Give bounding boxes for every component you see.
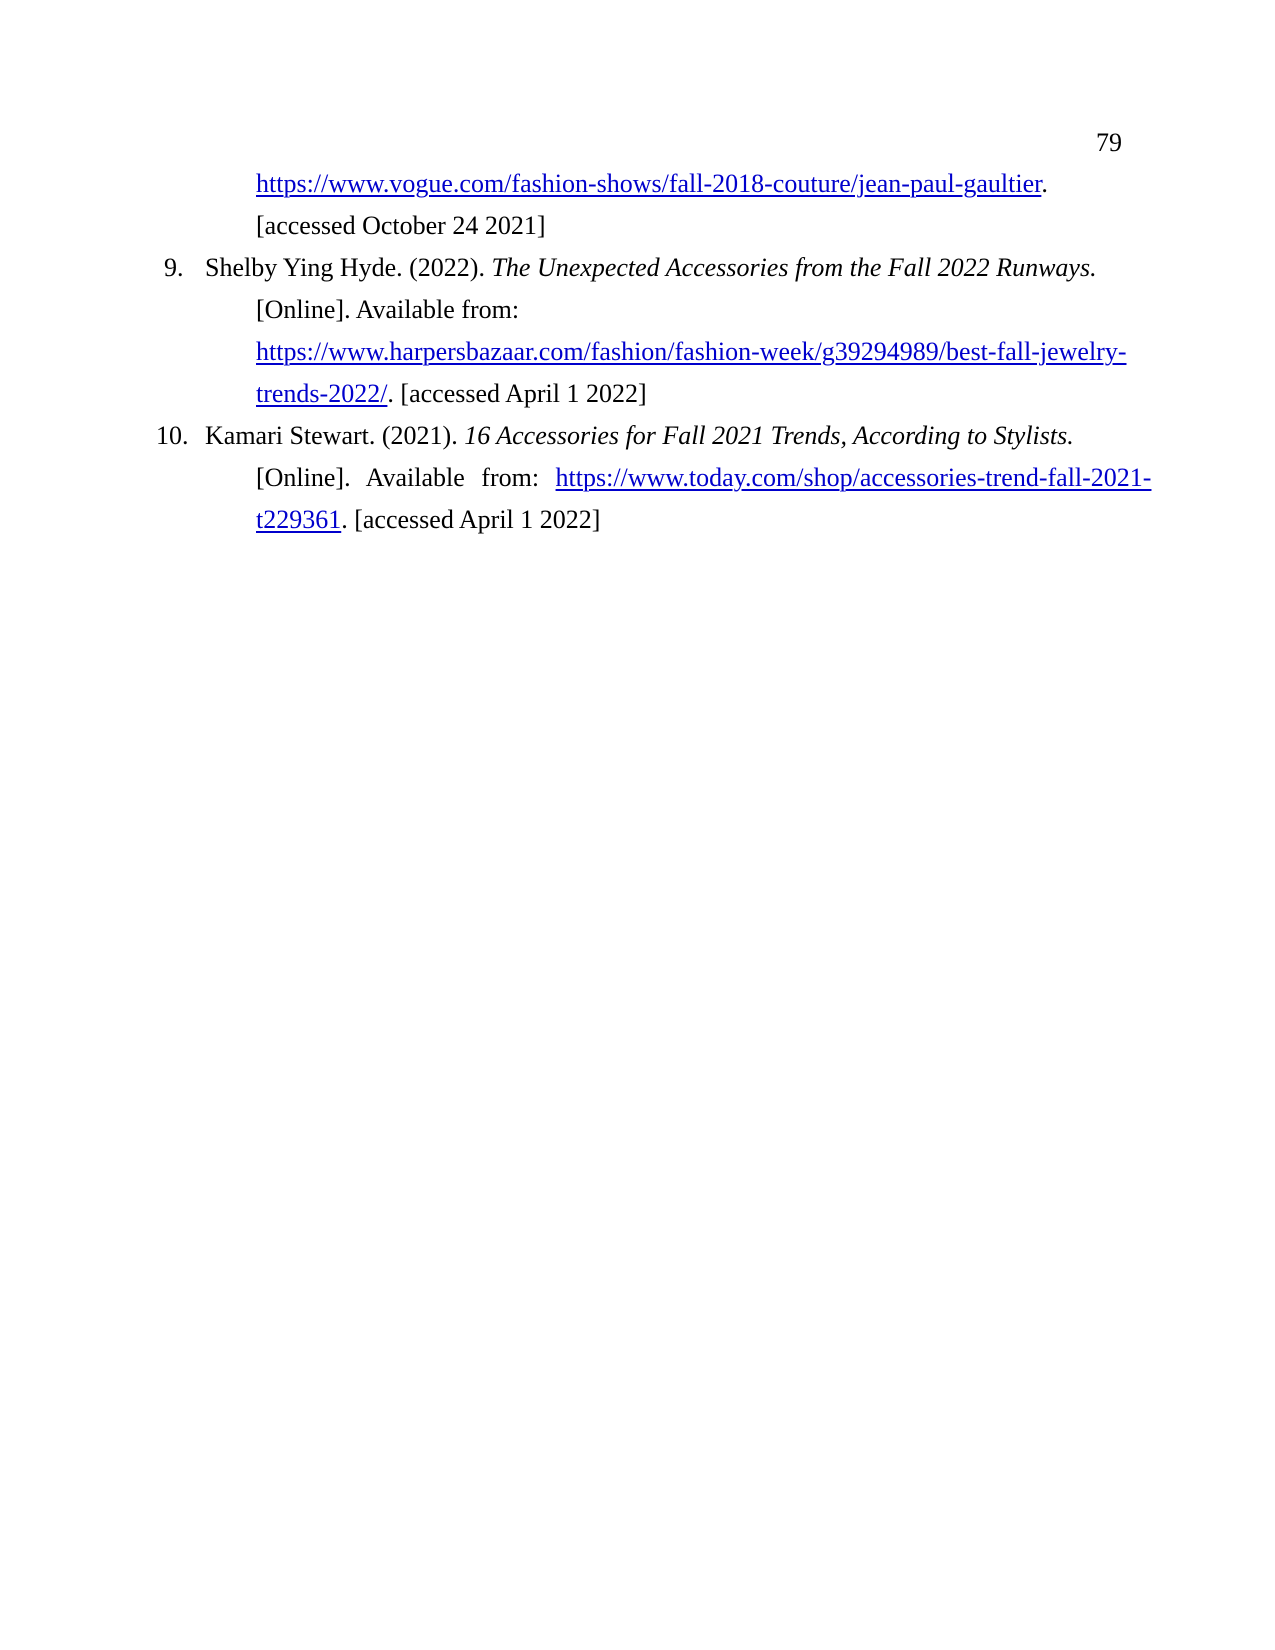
reference-link-harpersbazaar[interactable]: https://www.harpersbazaar.com/fashion/fashion-week/g39294989/best-fall-jewelry- (256, 337, 1127, 366)
page-number: 79 (1096, 128, 1122, 157)
reference-entry-9-first-line (0, 247, 1275, 289)
reference-entry-10-title: 16 Accessories for Fall 2021 Trends, According to Stylists. (464, 421, 1074, 450)
reference-entry-9-online-line (0, 289, 1275, 331)
reference-entry-8-url-line (0, 163, 1275, 205)
reference-entry-10-author-year: Kamari Stewart. (2021). (205, 421, 465, 450)
reference-entry-10-online-line (0, 457, 1275, 499)
reference-list (0, 163, 1275, 541)
reference-entry-9-url-line-2 (0, 373, 1275, 415)
accessed-date-text: [accessed October 24 2021] (256, 211, 546, 240)
online-available-text: [Online]. Available from: (256, 463, 556, 492)
reference-link-today-continued[interactable]: t229361 (256, 505, 342, 534)
reference-entry-9-title: The Unexpected Accessories from the Fall 2022 Runways. (491, 253, 1097, 282)
reference-link-harpersbazaar-continued[interactable]: trends-2022/ (256, 379, 388, 408)
reference-entry-9-number: 9. (164, 253, 184, 282)
reference-link-vogue[interactable]: https://www.vogue.com/fashion-shows/fall-2018-couture/jean-paul-gaultier (256, 169, 1042, 198)
reference-entry-9-url-line-1 (0, 331, 1275, 373)
reference-entry-9-author-year: Shelby Ying Hyde. (2022). (205, 253, 492, 282)
reference-entry-10-first-line (0, 415, 1275, 457)
url-trailing-period: . (1041, 169, 1048, 198)
accessed-date-text: . [accessed April 1 2022] (387, 379, 647, 408)
reference-entry-10-number: 10. (156, 421, 189, 450)
online-available-text: [Online]. Available from: (256, 295, 520, 324)
accessed-date-text: . [accessed April 1 2022] (341, 505, 601, 534)
reference-entry-10-url-line-2 (0, 499, 1275, 541)
reference-link-today[interactable]: https://www.today.com/shop/accessories-trend-fall-2021- (555, 463, 1152, 492)
reference-entry-8-accessed-line (0, 205, 1275, 247)
